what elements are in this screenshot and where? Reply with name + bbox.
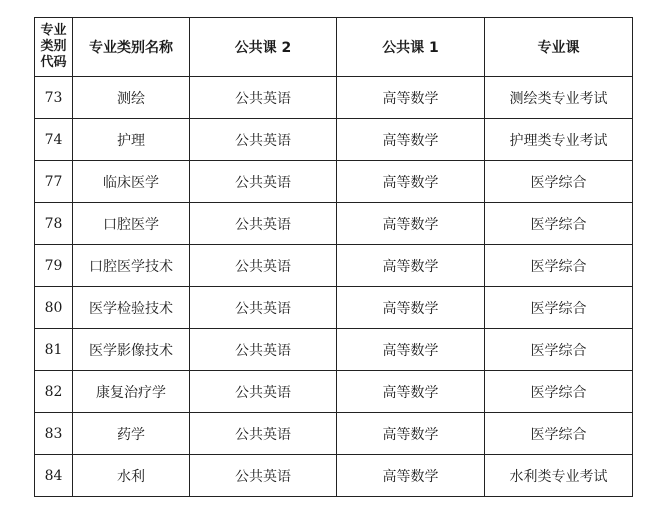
cell-major-code: 82 [35,371,73,413]
table-row [35,455,633,497]
cell-public-course-2: 公共英语 [190,161,337,203]
cell-major-course: 护理类专业考试 [485,119,633,161]
cell-public-course-1: 高等数学 [337,245,485,287]
cell-major-course: 医学综合 [485,371,633,413]
cell-major-name: 口腔医学技术 [73,245,190,287]
header-major-code-line: 类别 [40,39,67,54]
table-row [35,119,633,161]
cell-public-course-1: 高等数学 [337,329,485,371]
table-row [35,161,633,203]
header-major-code-line: 代码 [40,55,67,70]
cell-public-course-2: 公共英语 [190,203,337,245]
cell-major-code: 80 [35,287,73,329]
cell-major-course: 医学综合 [485,287,633,329]
cell-major-name: 医学检验技术 [73,287,190,329]
cell-major-code: 78 [35,203,73,245]
cell-public-course-1: 高等数学 [337,455,485,497]
cell-public-course-1: 高等数学 [337,161,485,203]
header-public-course-1: 公共课 1 [337,18,485,77]
table-row [35,203,633,245]
cell-public-course-2: 公共英语 [190,455,337,497]
cell-major-course: 医学综合 [485,245,633,287]
cell-major-name: 口腔医学 [73,203,190,245]
cell-major-course: 水利类专业考试 [485,455,633,497]
table-row [35,287,633,329]
table-row [35,413,633,455]
cell-major-code: 81 [35,329,73,371]
cell-major-code: 74 [35,119,73,161]
table-row [35,245,633,287]
cell-public-course-1: 高等数学 [337,203,485,245]
cell-public-course-1: 高等数学 [337,287,485,329]
cell-major-name: 康复治疗学 [73,371,190,413]
table-body [35,77,633,497]
cell-public-course-2: 公共英语 [190,287,337,329]
header-public-course-2: 公共课 2 [190,18,337,77]
cell-major-course: 医学综合 [485,203,633,245]
cell-public-course-1: 高等数学 [337,371,485,413]
cell-major-code: 79 [35,245,73,287]
cell-public-course-2: 公共英语 [190,329,337,371]
exam-subjects-table [34,17,633,497]
cell-public-course-1: 高等数学 [337,413,485,455]
cell-public-course-2: 公共英语 [190,119,337,161]
cell-major-code: 84 [35,455,73,497]
cell-major-name: 药学 [73,413,190,455]
cell-major-course: 医学综合 [485,161,633,203]
cell-major-code: 77 [35,161,73,203]
header-row [35,18,633,77]
header-major-code [35,18,73,77]
cell-public-course-2: 公共英语 [190,413,337,455]
cell-major-course: 医学综合 [485,413,633,455]
table-row [35,371,633,413]
table-row [35,329,633,371]
cell-major-course: 医学综合 [485,329,633,371]
cell-major-name: 护理 [73,119,190,161]
cell-major-course: 测绘类专业考试 [485,77,633,119]
cell-public-course-2: 公共英语 [190,77,337,119]
table-row [35,77,633,119]
cell-major-code: 73 [35,77,73,119]
cell-major-name: 临床医学 [73,161,190,203]
header-major-course: 专业课 [485,18,633,77]
table-header [35,18,633,77]
header-major-code-line: 专业 [40,23,67,38]
cell-major-name: 水利 [73,455,190,497]
cell-major-code: 83 [35,413,73,455]
cell-public-course-2: 公共英语 [190,245,337,287]
cell-public-course-2: 公共英语 [190,371,337,413]
cell-public-course-1: 高等数学 [337,119,485,161]
header-major-name: 专业类别名称 [73,18,190,77]
cell-major-name: 测绘 [73,77,190,119]
cell-major-name: 医学影像技术 [73,329,190,371]
cell-public-course-1: 高等数学 [337,77,485,119]
